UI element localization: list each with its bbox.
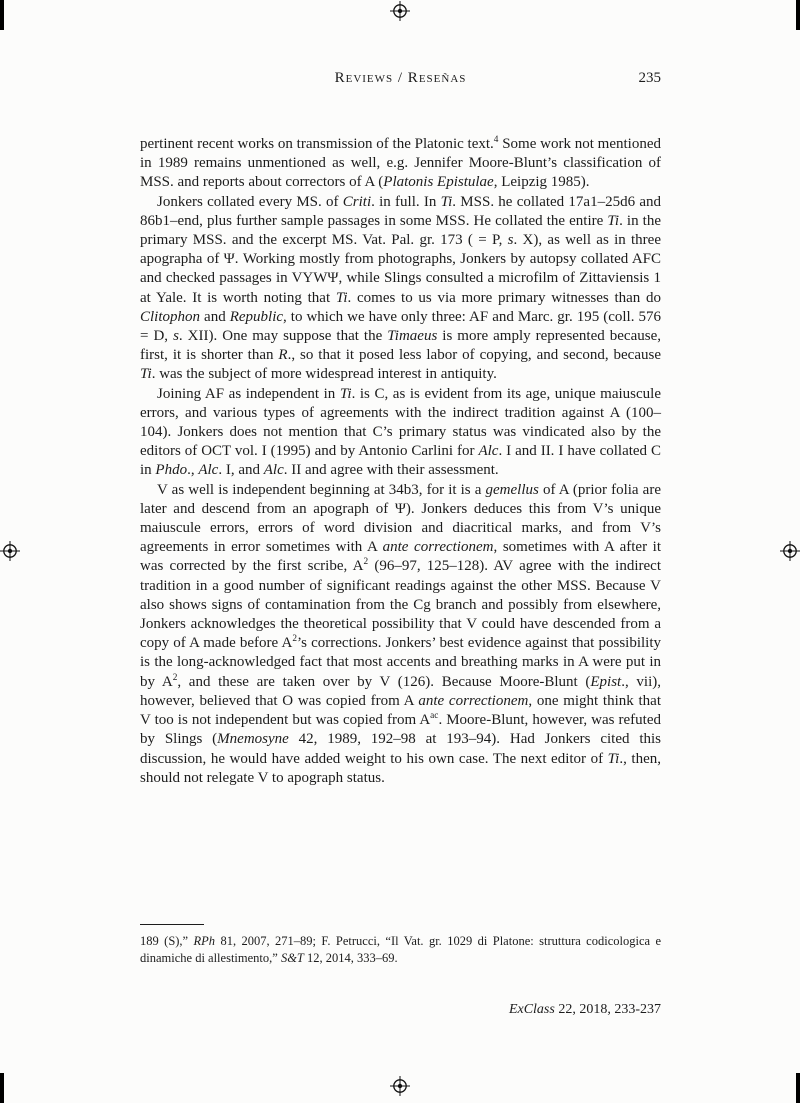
text-segment: ., so that it posed less labor of copying, and second, because [287,347,661,364]
text-segment: s [507,232,514,249]
text-segment: ., then, should not relegate V to apograph status. [140,750,661,786]
page-footer [140,1002,661,1018]
text-segment: Joining AF as independent in [157,385,340,402]
text-segment: . comes to us via more primary witnesses than do [347,289,661,306]
registration-mark-top [390,1,410,21]
text-segment: Ti [339,385,352,402]
text-segment: gemellus [485,481,539,498]
registration-mark-right [780,541,800,561]
corner-bar-bottom-left [0,1073,4,1103]
text-segment: (96–97, 125–128). AV agree with the indirect tradition in a good number of significant readings against the other MSS. Because V also shows signs of contamination from the Cg branch and possibly from elsewhere, Jonkers acknowledges the theoretical possibility that V could have descended from a copy of A made before A [140,558,661,652]
text-segment: 22, 2018, 233-237 [554,1002,661,1017]
text-segment: Some work not mentioned in 1989 remains unmentioned as well, e.g. Jennifer Moore-Blunt’s classification of MSS. and reports about correctors of A ( [140,136,661,191]
text-segment: . was the subject of more widespread interest in antiquity. [151,366,497,383]
text-segment: ante correctionem [382,539,494,556]
text-segment: S&T [280,950,304,965]
text-segment: Alc [198,462,219,479]
page-header [140,70,661,87]
text-segment: Ti [607,212,620,229]
text-segment: . X), as well as in three apographa of Ψ. Working mostly from photographs, Jonkers by autopsy collated AFC and checked passages in VYWΨ, while Slings consulted a microfilm of Zittaviensis 1 at Yale. It is worth noting that [140,232,661,306]
text-segment: Jonkers collated every MS. of [157,193,343,210]
text-segment: Epist [590,673,622,690]
page-number: 235 [638,70,661,86]
text-segment: ac [430,711,439,722]
text-segment: Republic [229,308,284,325]
text-segment: ExClass [508,1002,555,1017]
registration-mark-left [0,541,20,561]
text-segment: V as well is independent beginning at 34b3, for it is a [157,481,486,498]
text-segment: Ti [440,193,453,210]
corner-bar-top-right [796,0,800,30]
text-segment: 4 [493,135,499,145]
text-segment: is more amply represented because, first, it is shorter than [140,328,661,364]
text-segment: Timaeus [387,328,438,345]
body-text [140,135,661,788]
text-segment: Criti [342,193,372,210]
text-segment: ., vii), however, believed that O was copied from A [140,673,661,709]
paragraph [140,481,661,788]
text-segment: . XII). One may suppose that the [178,328,388,345]
text-segment: ’s corrections. Jonkers’ best evidence against that possibility is the long-acknowledged fact that most accents and breathing marks in A were put in by A [140,635,662,690]
text-segment: . in the primary MSS. and the excerpt MS. Vat. Pal. gr. 173 ( = P, [140,212,661,249]
text-segment: 2 [292,634,297,645]
text-segment: . in full. In [371,193,441,210]
text-segment: Phdo [155,462,188,479]
text-segment: 81, 2007, 271–89; F. Petrucci, “Il Vat. gr. 1029 di Platone: struttura codicologica e dinamiche di allestimento,” [140,934,662,965]
text-segment: and [200,308,230,325]
text-segment: Ti [607,750,620,767]
text-segment: . MSS. he collated 17a1–25d6 and 86b1–end, plus further sample passages in some MSS. He collated the entire [140,193,661,229]
text-segment: . II and agree with their assessment. [283,462,499,479]
text-segment: R [278,347,288,364]
text-segment: Alc [478,443,499,460]
footnote-text [140,933,661,967]
footer-citation [509,1002,661,1017]
paragraph [140,135,661,193]
paragraph [140,193,661,385]
corner-bar-bottom-right [796,1073,800,1103]
journal-header-title: Reviews / Reseñas [334,70,467,86]
text-segment: , and these are taken over by V (126). Because Moore-Blunt ( [177,673,591,690]
text-segment: . I and II. I have collated C in [140,443,661,479]
text-segment: of A (prior folia are later and descend from an apograph of Ψ). Jonkers deduces this from V’s unique maiuscule errors, errors of word division and diacritical marks, and from V’s agreements in error sometimes with A [140,481,661,556]
text-segment: Ti [335,289,348,306]
text-segment: Platonis Epistulae [383,174,494,191]
text-segment: , sometimes with A after it was corrected by the first scribe, A [140,539,661,575]
text-segment: 189 (S),” [140,934,194,948]
text-segment: 2 [172,672,178,683]
text-segment: 2 [363,557,369,568]
text-segment: Alc [263,462,284,479]
text-segment: . I, and [218,462,264,479]
text-segment: , one might think that V too is not independent but was copied from A [140,692,661,729]
text-segment: Ti [140,366,152,383]
text-segment: . Moore-Blunt, however, was refuted by Slings ( [140,712,661,748]
registration-mark-bottom [390,1076,410,1096]
text-segment: Clitophon [140,308,201,325]
paragraph [140,385,661,481]
footnote-rule [140,924,204,925]
text-segment: Mnemosyne [217,731,289,748]
corner-bar-top-left [0,0,4,30]
text-segment: 42, 1989, 192–98 at 193–94). Had Jonkers cited this discussion, he would have added weight to his own case. The next editor of [140,731,661,767]
text-segment: , Leipzig 1985). [493,174,590,191]
text-segment: RPh [193,934,216,948]
text-segment: ., [187,462,199,479]
text-segment: s [173,328,179,345]
text-segment: , to which we have only three: AF and Marc. gr. 195 (coll. 576 = D, [140,308,661,345]
text-segment: 12, 2014, 333–69. [303,950,398,965]
text-segment: . is C, as is evident from its age, unique maiuscule errors, and various types of agreements with the indirect tradition against A (100–104). Jonkers does not mention that C’s primary status was vindicated also by the editors of OCT vol. I (1995) and by Antonio Carlini for [140,385,661,460]
text-segment: pertinent recent works on transmission of the Platonic text. [140,136,494,152]
text-segment: ante correctionem [418,692,529,709]
